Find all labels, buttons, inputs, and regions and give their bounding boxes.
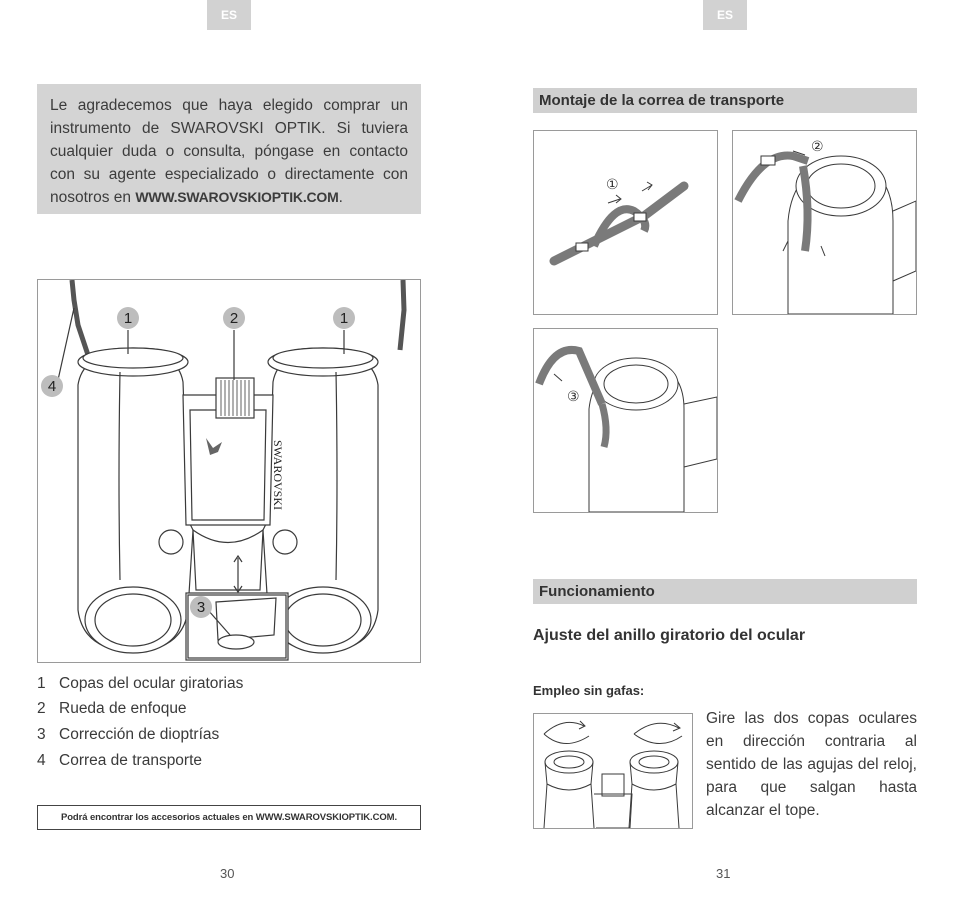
legend-number: 4 bbox=[37, 752, 46, 769]
accessories-note: Podrá encontrar los accesorios actuales en WWW.SWAROVSKIOPTIK.COM. bbox=[37, 805, 421, 830]
callout-1-left: 1 bbox=[123, 310, 133, 327]
step-3-label: ③ bbox=[567, 389, 580, 405]
legend-item bbox=[37, 700, 187, 718]
brand-label: SWAROVSKI bbox=[271, 440, 285, 511]
callout-1-right: 1 bbox=[339, 310, 349, 327]
legend-item bbox=[37, 752, 202, 770]
binocular-drawing bbox=[38, 280, 420, 662]
binocular-figure bbox=[37, 279, 421, 663]
legend-label: Copas del ocular giratorias bbox=[59, 675, 244, 692]
callout-2: 2 bbox=[229, 310, 239, 327]
strap-step-3-figure bbox=[533, 328, 718, 513]
legend-item bbox=[37, 726, 219, 744]
legend-label: Correa de transporte bbox=[59, 752, 203, 769]
legend-number: 2 bbox=[37, 700, 46, 717]
legend-label: Rueda de enfoque bbox=[59, 700, 187, 717]
subheading-eyecup: Ajuste del anillo giratorio del ocular bbox=[533, 627, 806, 644]
strap-step-1-figure bbox=[533, 130, 718, 315]
strap-step-2-figure bbox=[732, 130, 917, 315]
language-tab-left: ES bbox=[207, 0, 251, 30]
language-tab-right: ES bbox=[703, 0, 747, 30]
section-heading-strap: Montaje de la correa de transporte bbox=[533, 88, 917, 113]
callout-4: 4 bbox=[47, 378, 57, 395]
eyecup-figure bbox=[533, 713, 693, 829]
step-1-label: ① bbox=[606, 177, 619, 193]
intro-website-link[interactable]: WWW.SWAROVSKIOPTIK.COM bbox=[135, 189, 339, 205]
subsubheading-no-glasses: Empleo sin gafas: bbox=[533, 683, 645, 698]
intro-box bbox=[37, 84, 421, 214]
step-2-label: ② bbox=[811, 139, 824, 155]
legend-number: 1 bbox=[37, 675, 46, 692]
legend-label: Corrección de dioptrías bbox=[59, 726, 220, 743]
eyecup-instruction: Gire las dos copas oculares en dirección contraria al sentido de las agujas del reloj, para que salgan hasta alcanzar el tope. bbox=[706, 710, 917, 819]
section-heading-operation: Funcionamiento bbox=[533, 579, 917, 604]
intro-text: Le agradecemos que haya elegido comprar un instrumento de SWAROVSKI OPTIK. Si tuviera cualquier duda o consulta, póngase en contacto con su agente especializado o directamente con nosotros en bbox=[50, 97, 408, 206]
page-number-right: 31 bbox=[716, 866, 731, 881]
callout-3: 3 bbox=[196, 599, 206, 616]
intro-period: . bbox=[338, 189, 343, 206]
legend-number: 3 bbox=[37, 726, 46, 743]
page-number-left: 30 bbox=[220, 866, 235, 881]
legend-item bbox=[37, 675, 243, 693]
